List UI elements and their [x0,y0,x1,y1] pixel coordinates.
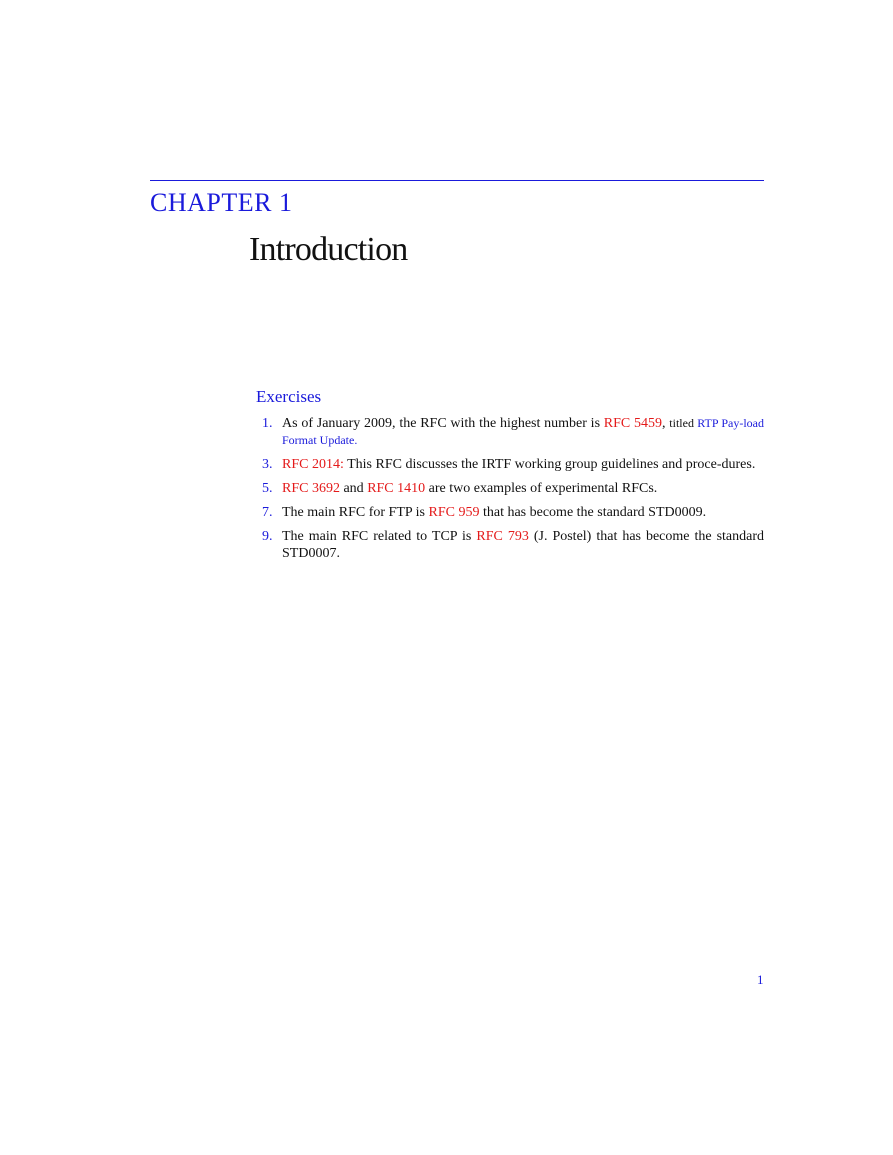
exercise-item-9 [258,528,764,562]
exercise-number: 3. [262,457,273,472]
exercise-text: are two examples of experimental RFCs. [425,481,658,496]
exercise-text: (J. Postel) that has become the standard STD0007. [282,529,765,561]
exercise-text: This RFC discusses the IRTF working group guidelines and proce-dures. [343,457,756,472]
exercise-number: 5. [262,481,273,496]
rfc-reference-link[interactable]: RFC 793 [476,529,529,544]
exercise-list [258,415,764,569]
rfc-reference-link[interactable]: RFC 3692 [282,481,340,496]
exercise-small-text: titled [669,416,698,430]
rfc-reference-link[interactable]: RFC 2014: [282,457,344,472]
page-number: 1 [757,972,764,987]
exercise-text: The main RFC for FTP is [282,505,429,520]
rfc-title-link[interactable]: RTP Pay-load Format Update. [282,416,764,447]
exercise-text: that has become the standard STD0009. [479,505,707,520]
chapter-rule [150,180,764,181]
exercise-item-1 [258,415,764,449]
chapter-title: Introduction [249,231,408,268]
exercise-item-7 [258,504,764,521]
exercise-number: 1. [262,416,273,431]
exercise-text: The main RFC related to TCP is [282,529,477,544]
exercise-item-3 [258,456,764,473]
exercise-item-5 [258,480,764,497]
exercise-number: 7. [262,505,273,520]
rfc-reference-link[interactable]: RFC 5459 [603,416,663,431]
exercise-number: 9. [262,529,273,544]
exercise-text: and [339,481,368,496]
exercise-text: As of January 2009, the RFC with the highest number is [282,416,604,431]
exercise-text: , [662,416,670,431]
rfc-reference-link[interactable]: RFC 959 [428,505,480,520]
chapter-label: CHAPTER 1 [150,188,293,217]
rfc-reference-link[interactable]: RFC 1410 [367,481,426,496]
exercises-heading: Exercises [256,387,322,406]
